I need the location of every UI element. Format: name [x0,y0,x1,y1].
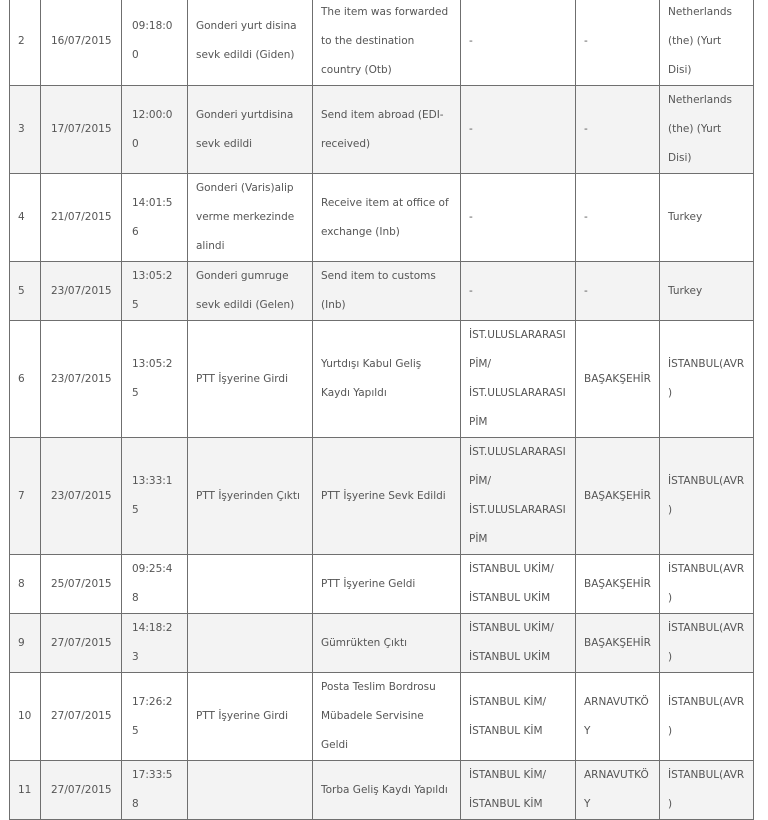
row-office: İSTANBUL KİM/ İSTANBUL KİM [461,673,576,761]
row-district: BAŞAKŞEHİR [576,614,660,673]
row-location: İSTANBUL(AVR) [660,614,754,673]
row-district: BAŞAKŞEHİR [576,438,660,555]
tracking-table-container [9,0,754,820]
row-office: İST.ULUSLARARASI PİM/ İST.ULUSLARARASI PİM [461,321,576,438]
row-event: Gonderi yurtdisina sevk edildi [188,86,313,174]
row-date: 21/07/2015 [41,174,122,262]
row-district: ARNAVUTKÖY [576,761,660,820]
row-district: - [576,262,660,321]
row-event: PTT İşyerine Girdi [188,673,313,761]
row-district: - [576,174,660,262]
row-description: PTT İşyerine Sevk Edildi [313,438,461,555]
row-description: Torba Geliş Kaydı Yapıldı [313,761,461,820]
row-date: 27/07/2015 [41,761,122,820]
table-row [10,673,754,761]
row-date: 23/07/2015 [41,321,122,438]
row-time: 13:33:15 [122,438,188,555]
row-district: BAŞAKŞEHİR [576,321,660,438]
row-event: PTT İşyerine Girdi [188,321,313,438]
row-event: Gonderi yurt disina sevk edildi (Giden) [188,0,313,86]
row-date: 23/07/2015 [41,262,122,321]
row-location: Netherlands (the) (Yurt Disi) [660,86,754,174]
row-location: Turkey [660,262,754,321]
row-location: İSTANBUL(AVR) [660,761,754,820]
row-number: 5 [10,262,41,321]
table-row [10,614,754,673]
row-office: İSTANBUL KİM/ İSTANBUL KİM [461,761,576,820]
row-office: İST.ULUSLARARASI PİM/ İST.ULUSLARARASI PİM [461,438,576,555]
row-time: 14:01:56 [122,174,188,262]
row-number: 7 [10,438,41,555]
row-time: 17:26:25 [122,673,188,761]
table-row [10,262,754,321]
row-event: PTT İşyerinden Çıktı [188,438,313,555]
table-row [10,0,754,86]
row-office: - [461,86,576,174]
row-date: 27/07/2015 [41,614,122,673]
table-row [10,761,754,820]
row-number: 10 [10,673,41,761]
table-row [10,174,754,262]
row-description: Send item to customs (Inb) [313,262,461,321]
row-number: 11 [10,761,41,820]
row-description: PTT İşyerine Geldi [313,555,461,614]
row-location: İSTANBUL(AVR) [660,321,754,438]
table-row [10,86,754,174]
row-date: 16/07/2015 [41,0,122,86]
row-number: 6 [10,321,41,438]
row-office: İSTANBUL UKİM/ İSTANBUL UKİM [461,614,576,673]
row-location: İSTANBUL(AVR) [660,555,754,614]
row-office: İSTANBUL UKİM/ İSTANBUL UKİM [461,555,576,614]
row-time: 09:25:48 [122,555,188,614]
row-date: 17/07/2015 [41,86,122,174]
table-row [10,321,754,438]
row-event: Gonderi (Varis)alip verme merkezinde alindi [188,174,313,262]
row-office: - [461,0,576,86]
row-time: 13:05:25 [122,262,188,321]
row-district: - [576,86,660,174]
row-event: Gonderi gumruge sevk edildi (Gelen) [188,262,313,321]
row-location: Turkey [660,174,754,262]
row-event [188,614,313,673]
row-location: İSTANBUL(AVR) [660,438,754,555]
table-row [10,438,754,555]
row-district: BAŞAKŞEHİR [576,555,660,614]
row-office: - [461,174,576,262]
row-district: - [576,0,660,86]
row-office: - [461,262,576,321]
row-location: İSTANBUL(AVR) [660,673,754,761]
row-number: 4 [10,174,41,262]
row-district: ARNAVUTKÖY [576,673,660,761]
row-time: 14:18:23 [122,614,188,673]
row-event [188,555,313,614]
row-date: 25/07/2015 [41,555,122,614]
row-date: 27/07/2015 [41,673,122,761]
row-number: 2 [10,0,41,86]
row-description: Gümrükten Çıktı [313,614,461,673]
row-time: 17:33:58 [122,761,188,820]
row-description: Yurtdışı Kabul Geliş Kaydı Yapıldı [313,321,461,438]
row-location: Netherlands (the) (Yurt Disi) [660,0,754,86]
row-event [188,761,313,820]
row-time: 13:05:25 [122,321,188,438]
row-date: 23/07/2015 [41,438,122,555]
row-description: Receive item at office of exchange (Inb) [313,174,461,262]
table-row [10,555,754,614]
row-time: 09:18:00 [122,0,188,86]
row-number: 3 [10,86,41,174]
row-number: 8 [10,555,41,614]
row-number: 9 [10,614,41,673]
row-description: Posta Teslim Bordrosu Mübadele Servisine Geldi [313,673,461,761]
row-time: 12:00:00 [122,86,188,174]
row-description: Send item abroad (EDI-received) [313,86,461,174]
tracking-table [9,0,754,820]
row-description: The item was forwarded to the destination country (Otb) [313,0,461,86]
